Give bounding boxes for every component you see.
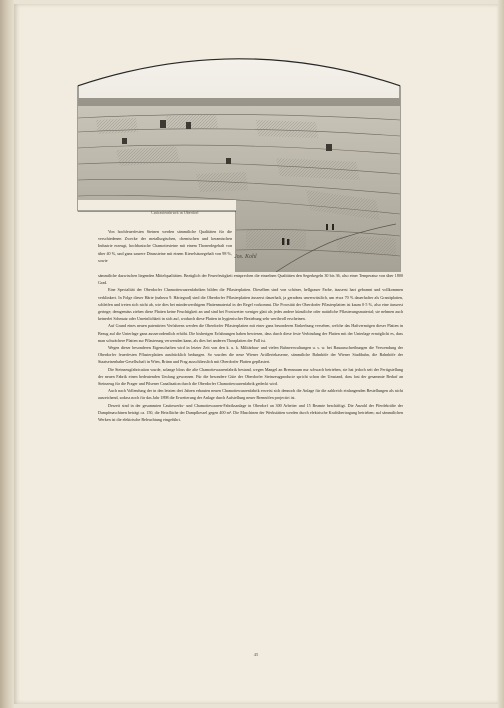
plate-caption: Castinsteinbruch in Oberdorf bbox=[151, 211, 199, 215]
paragraph: Auf Grund eines neuen patentirten Verfahrens werden die Oberdorfer Pflasterplatten mit einer ganz besonderen Einkerbung versehen, welche das Haftvermögen dieser Platten in Bezug auf die Unterlage ganz ausserordentlich erhöht. Die bisherigen Erfahrungen haben bewiesen, dass durch diese feste Verbindung der Platten mit der Unterlage ermöglicht es, dass man schwächere Platten zur Pflasterung verwenden kann, als dies bei anderen Thonplatten der Fall ist. bbox=[98, 323, 403, 343]
paragraph: Derzeit sind in der gesammten Castinwerks- und Chamottewaaren-Fabriksanlage in Oberdorf an 300 Arbeiter und 15 Beamte beschäftigt. Die Anzahl der Pferdekräfte der Dampfmaschinen beträgt ca. 150, die Heizfläche der Dampfkessel gegen 400 m². Die Maschinen der Werkstätten werden durch elektrische Kraftübertragung betrieben; auf sämmtlichen Werken ist die elektrische Beleuchtung eingeführt. bbox=[98, 402, 403, 423]
page-number: 45 bbox=[253, 652, 259, 657]
artist-signature: Jos. Kohl bbox=[234, 254, 257, 260]
paragraph: Wegen dieser besonderen Eigenschaften wird in letzter Zeit von den k. u. k. Militärbau- und vielen Bahnverwaltungen u. s. w. bei Bauausschreibungen die Verwendung der Oberdorfer feuerfesten Pflasterplatten ausdrücklich bedungen. So wurden die neue Wiener Artilleriekaserne, sämmtliche Bahnhöfe der Wiener Stadtbahn, die Bahnhöfe der Staatseisenbahn-Gesellschaft in Wien, Brünn und Prag ausschliesslich mit Oberdorfer Platten gepflastert. bbox=[98, 345, 403, 365]
text-block-wide bbox=[98, 272, 403, 423]
paragraph: sämmtliche dazwischen liegenden Mittelqualitäten. Bezüglich der Feuerfestigkeit entsprechen die einzelnen Qualitäten den Segerkegeln 30 bis 36, also einer Temperatur von über 1800 Grad. bbox=[98, 273, 403, 286]
book-spine bbox=[0, 0, 14, 708]
page-edge bbox=[498, 0, 504, 708]
paragraph: Eine Specialität der Oberdorfer Chamottewaarenfabriken bilden die Pflasterplatten. Dieselben sind von schöner, hellgrauer Farbe, äusserst hart gebrannt und vollkommen verklinkert. In Folge dieser Härte (nahezu 9. Härtegrad) sind die Oberdorfer Pflasterplatten äusserst dauerhaft, ja geradezu unverwüstlich, um etwa 70 % dauerhafter als Granitplatten, schleifen und treten sich nicht ab, wie dies bei minderwerthigem Plattenmaterial in der Regel vorkommt. Die Porosität der Oberdorfer Pflasterplatten ist kaum 0·5 %, also eine äusserst geringe; demgemäss ziehen diese Platten keine Feuchtigkeit an und sind bei Frostwetter weniger glatt als jedes andere künstliche oder natürliche Pflasterungsmaterial; sie nehmen auch keinerlei Schmutz oder Unreinlichkeit in sich auf, wodurch diese Platten in hygienischer Beziehung sehr werthvoll erscheinen. bbox=[98, 287, 403, 322]
paragraph: Von hochfeuerfesten Steinen werden sämmtliche Qualitäten für die verschiedenen Zwecke der metallurgischen, chemischen und keramischen Industrie erzeugt, hochbasische Chamottesteine mit einem Thonerdegehalt von über 40 %, und ganz saurere Dinassteine mit einem Kieselsäuregehalt von 98 %, sowie bbox=[98, 229, 232, 263]
text-block-narrow bbox=[98, 228, 232, 264]
paragraph: Die Steinzeugfabrication wurde, solange bloss die alte Chamottewaarenfabrik bestand, wegen Mangel an Brennraum nur schwach betrieben, sie hat jedoch seit der Fertigstellung der neuen Fabrik einen bedeutenden Umfang gewonnen. Für die besondere Güte der Oberdorfer Steinzeugproducte spricht schon der Umstand, dass fast der gesammte Bedarf an Steinzeug für die Prager und Pilsener Canalisation durch die Oberdorfer Chamottewaarenfabrik gedeckt wird. bbox=[98, 366, 403, 387]
paragraph: Auch nach Vollendung der in den letzten drei Jahren erbauten neuen Chamottewaarenfabrik erweist sich dennoch die Anlage für die zahlreich einlangenden Bestellungen als nicht ausreichend, sodass noch für das Jahr 1898 die Erweiterung der Anlage durch Aufstellung neuer Brennöfen projectirt ist. bbox=[98, 388, 403, 401]
